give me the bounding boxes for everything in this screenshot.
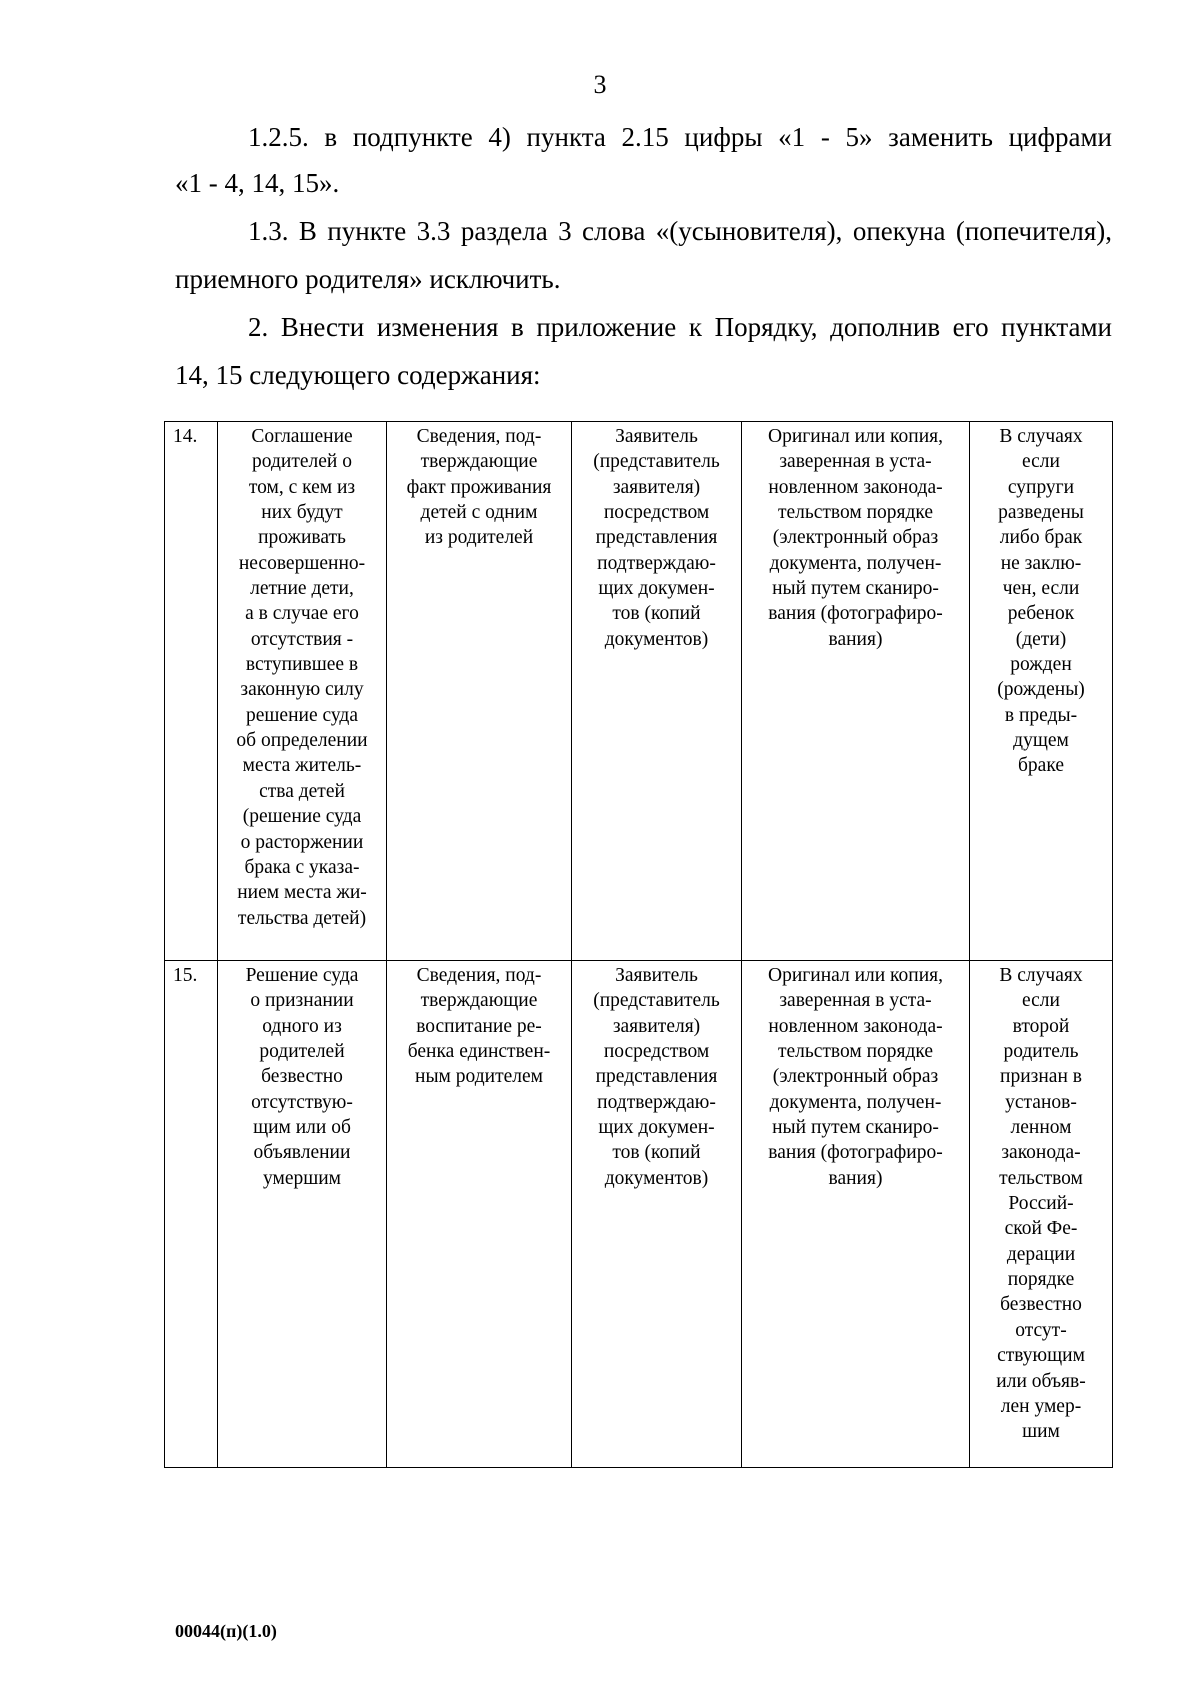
paragraph-1-line-1: 1.2.5. в подпункте 4) пункта 2.15 цифры «1 - 5» заменить цифрами — [248, 122, 1112, 152]
table-row — [165, 422, 1113, 961]
info-cell: Сведения, под- тверждающие воспитание ре- бенка единствен- ным родителем — [387, 961, 572, 1468]
document-name-cell: Соглашение родителей о том, с кем из них будут проживать несовершенно- летние дети, а в случае его отсутствия - вступившее в законную силу решение суда об определении места житель- ства детей (решение суда о расторжении брака с указа- нием места жи- тельства детей) — [218, 422, 387, 961]
page-number: 3 — [593, 70, 607, 99]
documents-table — [164, 421, 1113, 1468]
paragraph-2-line-2: приемного родителя» исключить. — [175, 264, 561, 294]
cases-cell: В случаях если супруги разведены либо брак не заклю- чен, если ребенок (дети) рожден (рождены) в преды- дущем браке — [970, 422, 1113, 961]
row-number-cell: 15. — [165, 961, 218, 1468]
submitter-cell: Заявитель (представитель заявителя) посредством представления подтверждаю- щих докумен- тов (копий документов) — [572, 961, 742, 1468]
document-form-cell: Оригинал или копия, заверенная в уста- новленном законода- тельством порядке (электронный образ документа, получен- ный путем сканиро- вания (фотографиро- вания) — [742, 961, 970, 1468]
info-cell: Сведения, под- тверждающие факт проживания детей с одним из родителей — [387, 422, 572, 961]
table-row — [165, 961, 1113, 1468]
paragraph-3-line-1: 2. Внести изменения в приложение к Порядку, дополнив его пунктами — [248, 312, 1112, 342]
paragraph-3-line-2: 14, 15 следующего содержания: — [175, 360, 541, 390]
paragraph-2-line-1: 1.3. В пункте 3.3 раздела 3 слова «(усыновителя), опекуна (попечителя), — [248, 216, 1112, 246]
row-number-cell: 14. — [165, 422, 218, 961]
document-code: 00044(п)(1.0) — [175, 1621, 277, 1641]
document-form-cell: Оригинал или копия, заверенная в уста- новленном законода- тельством порядке (электронный образ документа, получен- ный путем сканиро- вания (фотографиро- вания) — [742, 422, 970, 961]
paragraph-1-line-2: «1 - 4, 14, 15». — [175, 168, 340, 198]
document-name-cell: Решение суда о признании одного из родителей безвестно отсутствую- щим или об объявлении умершим — [218, 961, 387, 1468]
cases-cell: В случаях если второй родитель признан в установ- ленном законода- тельством Россий- ской Фе- дерации порядке безвестно отсут- ствующим или объяв- лен умер- шим — [970, 961, 1113, 1468]
submitter-cell: Заявитель (представитель заявителя) посредством представления подтверждаю- щих докумен- тов (копий документов) — [572, 422, 742, 961]
